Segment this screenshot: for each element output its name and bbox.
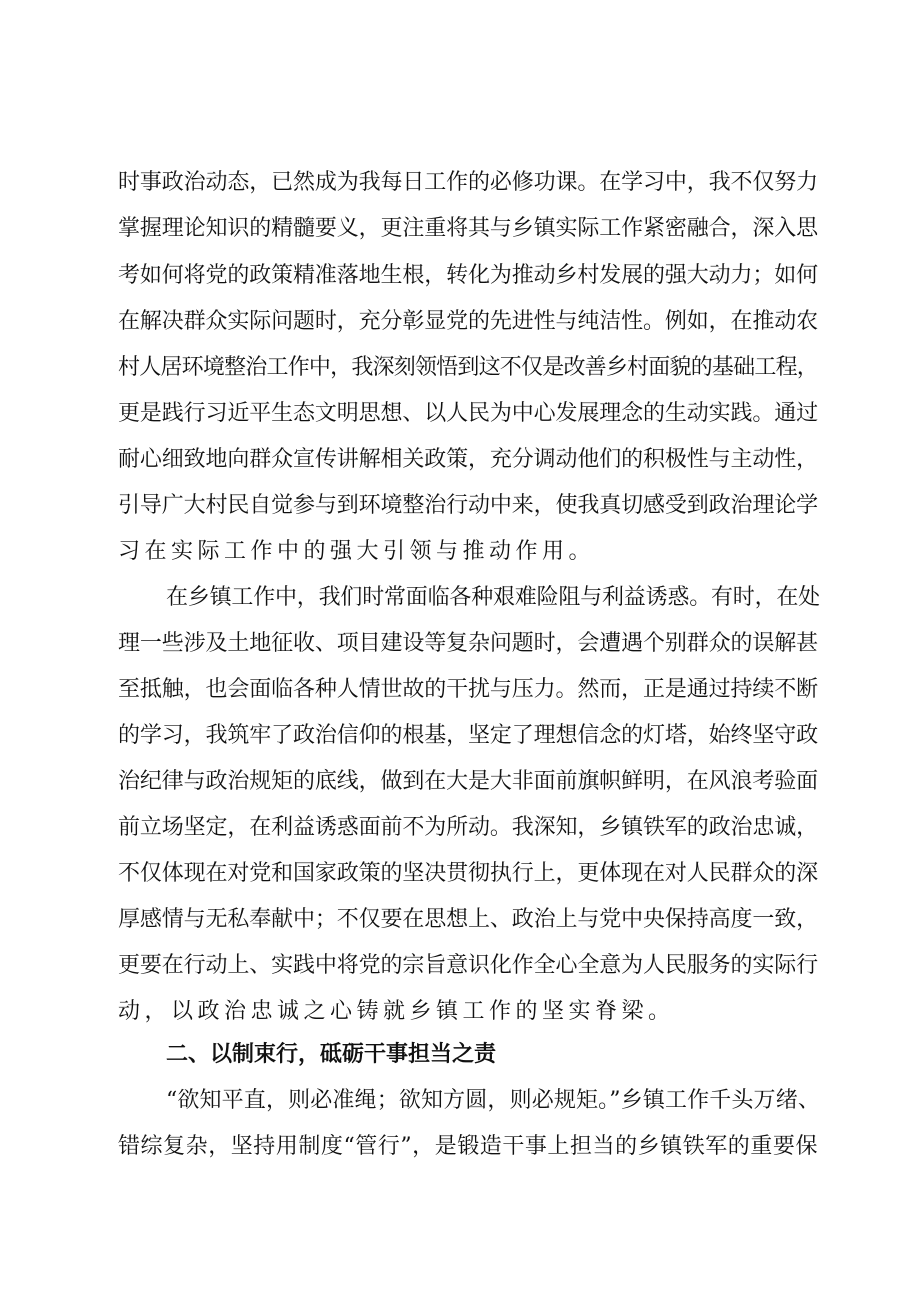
paragraph-line: 不仅体现在对党和国家政策的坚决贯彻执行上，更体现在对人民群众的深 — [118, 861, 818, 886]
paragraph-line: “欲知平直，则必准绳；欲知方圆，则必规矩。”乡镇工作千头万绪、 — [166, 1088, 820, 1113]
paragraph-line: 理一些涉及土地征收、项目建设等复杂问题时，会遭遇个别群众的误解甚 — [118, 631, 818, 656]
paragraph-line: 掌握理论知识的精髓要义，更注重将其与乡镇实际工作紧密融合，深入思 — [118, 216, 818, 241]
paragraph-line: 更要在行动上、实践中将党的宗旨意识化作全心全意为人民服务的实际行 — [118, 953, 818, 978]
paragraph-line: 错综复杂，坚持用制度“管行”，是锻造干事上担当的乡镇铁军的重要保 — [118, 1134, 818, 1159]
paragraph-line: 前立场坚定，在利益诱惑面前不为所动。我深知，乡镇铁军的政治忠诚， — [118, 815, 818, 840]
paragraph-line: 耐心细致地向群众宣传讲解相关政策，充分调动他们的积极性与主动性， — [118, 447, 818, 472]
section-heading: 二、以制束行，砥砺干事担当之责 — [166, 1042, 497, 1067]
paragraph-line: 在解决群众实际问题时，充分彰显党的先进性与纯洁性。例如，在推动农 — [118, 309, 818, 334]
paragraph-line: 动，以政治忠诚之心铸就乡镇工作的坚实脊梁。 — [118, 999, 675, 1024]
paragraph-line: 村人居环境整治工作中，我深刻领悟到这不仅是改善乡村面貌的基础工程， — [118, 355, 818, 380]
paragraph-line: 习在实际工作中的强大引领与推动作用。 — [118, 539, 596, 564]
paragraph-line: 厚感情与无私奉献中；不仅要在思想上、政治上与党中央保持高度一致， — [118, 907, 818, 932]
paragraph-line: 治纪律与政治规矩的底线，做到在大是大非面前旗帜鲜明，在风浪考验面 — [118, 769, 818, 794]
paragraph-line: 引导广大村民自觉参与到环境整治行动中来，使我真切感受到政治理论学 — [118, 493, 818, 518]
paragraph-line: 考如何将党的政策精准落地生根，转化为推动乡村发展的强大动力；如何 — [118, 263, 818, 288]
paragraph-line: 的学习，我筑牢了政治信仰的根基，坚定了理想信念的灯塔，始终坚守政 — [118, 723, 818, 748]
paragraph-line: 时事政治动态，已然成为我每日工作的必修功课。在学习中，我不仅努力 — [118, 170, 818, 195]
paragraph-line: 更是践行习近平生态文明思想、以人民为中心发展理念的生动实践。通过 — [118, 401, 818, 426]
paragraph-line: 在乡镇工作中，我们时常面临各种艰难险阻与利益诱惑。有时，在处 — [166, 585, 820, 610]
paragraph-line: 至抵触，也会面临各种人情世故的干扰与压力。然而，正是通过持续不断 — [118, 677, 818, 702]
